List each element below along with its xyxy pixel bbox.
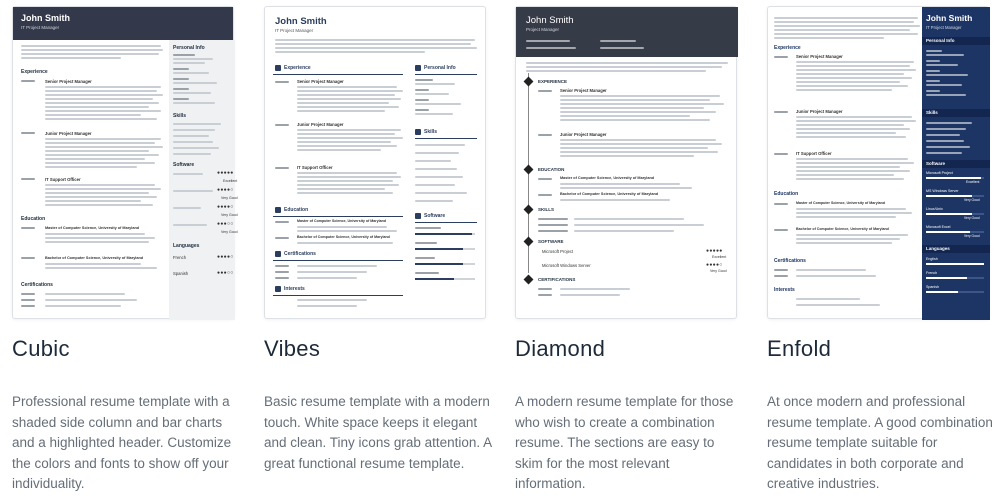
section-title: Interests <box>774 287 795 293</box>
section-title: Languages <box>173 243 200 249</box>
rating-stars: ●●●●● <box>217 170 234 176</box>
section-title: SKILLS <box>538 207 555 212</box>
software-item: Microsoft Project <box>542 249 574 254</box>
section-title: Languages <box>926 246 950 251</box>
language-label: Spanish <box>173 271 189 276</box>
degree: Master of Computer Science, University of Maryland <box>45 226 140 230</box>
section-title: Education <box>774 191 799 197</box>
diamond-icon <box>524 237 534 247</box>
rating-stars: ●●●●○ <box>217 204 234 210</box>
section-title: Certifications <box>774 258 806 264</box>
diamond-icon <box>524 205 534 215</box>
section-title: Interests <box>284 286 305 292</box>
graduation-cap-icon <box>275 207 281 213</box>
template-card-diamond[interactable] <box>515 6 739 491</box>
section-title: Personal Info <box>424 65 456 71</box>
rating-stars: ●●●●● <box>706 248 723 254</box>
language-label: Spanish <box>926 285 939 289</box>
section-title: Education <box>21 216 46 222</box>
rating-stars: ●●●●○ <box>706 262 723 268</box>
job-title: Junior Project Manager <box>45 131 92 136</box>
template-card-cubic[interactable] <box>12 6 238 491</box>
section-title: Personal Info <box>926 38 955 43</box>
rating-stars: ●●●○○ <box>217 221 234 227</box>
tools-icon <box>415 129 421 135</box>
resume-name: John Smith <box>526 15 574 26</box>
resume-name: John Smith <box>275 16 327 27</box>
rating-label: Very Good <box>221 213 238 217</box>
section-title: Experience <box>774 45 801 51</box>
degree: Bachelor of Computer Science, University of Maryland <box>560 192 659 196</box>
resume-name: John Smith <box>926 13 973 23</box>
rating-label: Very Good <box>710 269 727 273</box>
section-title: Experience <box>21 69 48 75</box>
template-preview-enfold[interactable] <box>767 6 989 319</box>
rating-stars: ●●●○○ <box>217 270 234 276</box>
diamond-icon <box>524 165 534 175</box>
template-card-enfold[interactable] <box>767 6 993 491</box>
job-title: Senior Project Manager <box>297 79 344 84</box>
section-title: Personal Info <box>173 45 205 51</box>
software-item: Linux/Unix <box>926 207 943 211</box>
software-item: Microsoft Project <box>926 171 953 175</box>
template-preview-diamond[interactable] <box>515 6 737 319</box>
template-description: Professional resume template with a shaded side column and bar charts and a highlighted header. Customize the colors and fonts to show off your individuality. <box>12 394 232 491</box>
language-label: French <box>926 271 938 275</box>
resume-role: Project Manager <box>526 27 560 32</box>
rating-label: Very Good <box>221 230 238 234</box>
section-title: Software <box>173 162 195 168</box>
software-item: MS Windows Server <box>926 189 959 193</box>
degree: Bachelor of Computer Science, University of Maryland <box>45 256 144 260</box>
monitor-icon <box>415 213 421 219</box>
software-item: Microsoft Excel <box>926 225 951 229</box>
rating-label: Very Good <box>221 196 238 200</box>
template-description: A modern resume template for those who wish to create a combination resume. The sections are easy to skim for the most relevant information. <box>515 394 734 491</box>
section-title: Software <box>926 161 946 166</box>
template-card-vibes[interactable] <box>264 6 492 471</box>
resume-name: John Smith <box>21 13 70 23</box>
template-name[interactable]: Enfold <box>767 336 832 361</box>
template-preview-cubic[interactable] <box>12 6 238 319</box>
resume-header <box>13 7 233 40</box>
certificate-icon <box>275 251 281 257</box>
rating-label: Very Good <box>964 234 980 238</box>
resume-role: IT Project Manager <box>21 25 60 30</box>
rating-label: Excellent <box>712 255 727 259</box>
job-title: Junior Project Manager <box>297 122 344 127</box>
language-label: English <box>926 257 938 261</box>
rating-label: Very Good <box>964 198 980 202</box>
rating-label: Very Good <box>964 216 980 220</box>
diamond-icon <box>524 275 534 285</box>
section-title: SOFTWARE <box>538 239 564 244</box>
rating-stars: ●●●●○ <box>217 254 234 260</box>
job-title: Junior Project Manager <box>560 132 607 137</box>
section-title: Experience <box>284 65 311 71</box>
section-title: EDUCATION <box>538 167 565 172</box>
software-item: Microsoft Windows Server <box>542 263 591 268</box>
degree: Bachelor of Computer Science, University of Maryland <box>297 235 390 239</box>
job-title: IT Support Officer <box>45 177 81 182</box>
degree: Master of Computer Science, University of Maryland <box>796 201 886 205</box>
template-description: Basic resume template with a modern touch. White space keeps it elegant and clean. Tiny icons grab attention. A great functional resume template. <box>264 394 492 471</box>
diamond-icon <box>524 77 534 87</box>
template-name[interactable]: Cubic <box>12 336 70 361</box>
template-description: At once modern and professional resume template. A good combination resume template suitable for candidates in both corporate and creative industries. <box>767 394 993 491</box>
rating-stars: ●●●●○ <box>217 187 234 193</box>
section-title: Skills <box>926 110 938 115</box>
section-title: EXPERIENCE <box>538 79 568 84</box>
section-title: Skills <box>424 129 438 135</box>
degree: Master of Computer Science, University of Maryland <box>560 176 655 180</box>
section-title: Software <box>424 213 446 219</box>
job-title: Junior Project Manager <box>796 109 843 114</box>
briefcase-icon <box>275 65 281 71</box>
section-title: Skills <box>173 113 187 119</box>
resume-role: IT Project Manager <box>926 25 962 30</box>
job-title: Senior Project Manager <box>796 54 843 59</box>
template-name[interactable]: Diamond <box>515 336 606 361</box>
rating-label: Excellent <box>966 180 980 184</box>
section-title: CERTIFICATIONS <box>538 277 576 282</box>
rating-label: Excellent <box>223 179 238 183</box>
job-title: Senior Project Manager <box>560 88 607 93</box>
user-icon <box>415 65 421 71</box>
resume-role: IT Project Manager <box>275 28 314 33</box>
language-label: French <box>173 255 187 260</box>
degree: Master of Computer Science, University of Maryland <box>297 219 387 223</box>
job-title: Senior Project Manager <box>45 79 92 84</box>
heart-icon <box>275 286 281 292</box>
job-title: IT Support Officer <box>297 165 333 170</box>
degree: Bachelor of Computer Science, University of Maryland <box>796 227 889 231</box>
template-preview-vibes[interactable] <box>264 6 486 319</box>
section-title: Certifications <box>21 282 53 288</box>
section-title: Certifications <box>284 251 316 257</box>
job-title: IT Support Officer <box>796 151 832 156</box>
section-title: Education <box>284 207 309 213</box>
template-name[interactable]: Vibes <box>264 336 321 361</box>
